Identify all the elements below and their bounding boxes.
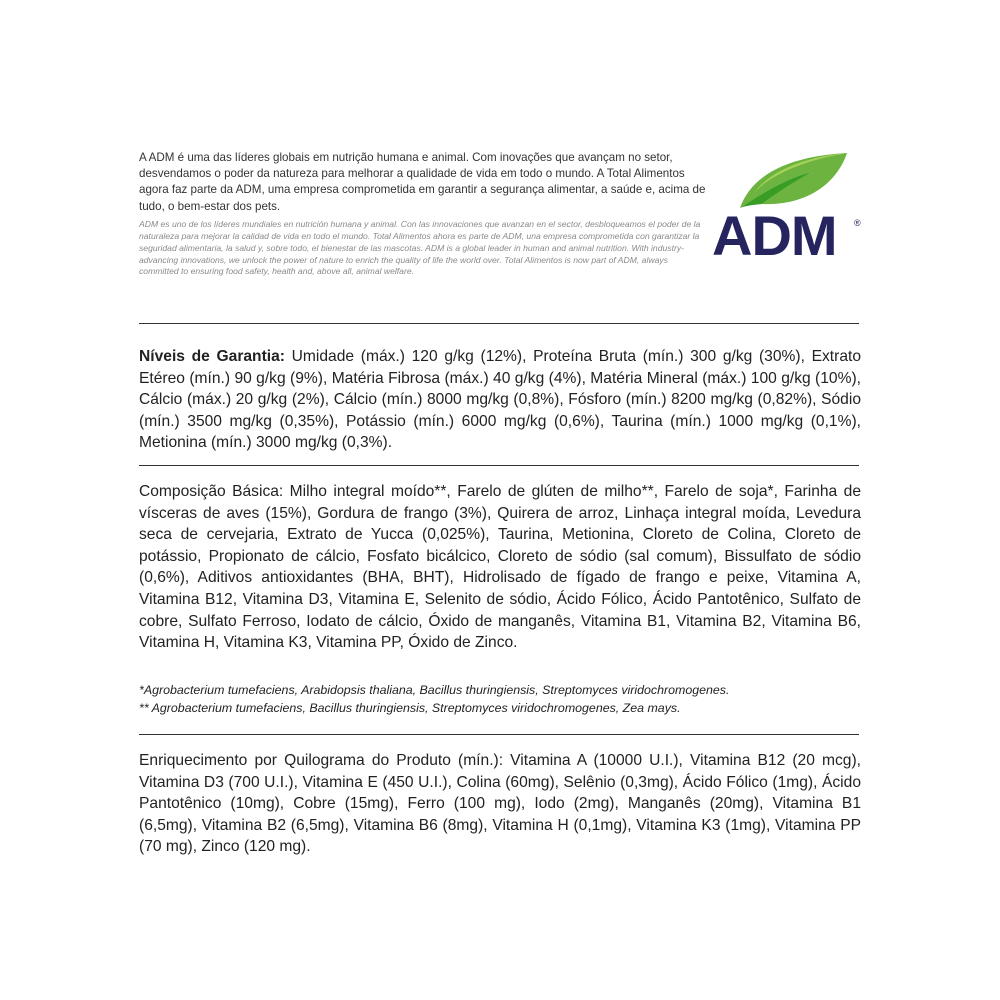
note-single-asterisk: *Agrobacterium tumefaciens, Arabidopsis thaliana, Bacillus thuringiensis, Streptomyces viridochromogenes. bbox=[139, 683, 730, 697]
divider-bottom bbox=[139, 734, 859, 735]
intro-portuguese: A ADM é uma das líderes globais em nutrição humana e animal. Com inovações que avançam no setor, desvendamos o poder da natureza para melhorar a qualidade de vida em todo o mundo. A Total Alimentos agora faz parte da ADM, uma empresa comprometida em garantir a segurança alimentar, a saúde e, acima de tudo, o bem-estar dos pets. bbox=[139, 151, 706, 213]
intro-spanish-english bbox=[139, 219, 709, 279]
intro-section bbox=[139, 150, 709, 278]
note-double-asterisk: ** Agrobacterium tumefaciens, Bacillus thuringiensis, Streptomyces viridochromogenes, Zea mays. bbox=[139, 700, 681, 715]
adm-logo bbox=[712, 148, 862, 268]
intro-english: ADM is a global leader in human and animal nutrition. With industry-advancing innovations, we unlock the power of nature to enrich the quality of life the world over. Total Alimentos is now part of ADM, always committed to ensuring food safety, health and, above all, animal welfare. bbox=[139, 242, 684, 277]
guarantee-text: Umidade (máx.) 120 g/kg (12%), Proteína Bruta (mín.) 300 g/kg (30%), Extrato Etéreo (mín.) 90 g/kg (9%), Matéria Fibrosa (máx.) 40 g/kg (4%), Matéria Mineral (máx.) 100 g/kg (10%), Cálcio (máx.) 20 g/kg (2%), Cálcio (mín.) 8000 mg/kg (0,8%), Fósforo (mín.) 8200 mg/kg (0,82%), Sódio (mín.) 3500 mg/kg (0,35%), Potássio (mín.) 6000 mg/kg (0,6%), Taurina (mín.) 1000 mg/kg (0,1%), Metionina (mín.) 3000 mg/kg (0,3%). bbox=[139, 348, 862, 452]
basic-composition: Composição Básica: Milho integral moído**, Farelo de glúten de milho**, Farelo de soja*, Farinha de vísceras de aves (15%), Gordura de frango (3%), Quirera de arroz, Linhaça integral moída, Levedura seca de cervejaria, Extrato de Yucca (0,025%), Taurina, Metionina, Cloreto de Colina, Cloreto de potássio, Propionato de cálcio, Fosfato bicálcico, Cloreto de sódio (sal comum), Bissulfato de sódio (0,6%), Aditivos antioxidantes (BHA, BHT), Hidrolisado de fígado de frango e peixe, Vitamina A, Vitamina B12, Vitamina D3, Vitamina E, Selenito de sódio, Ácido Fólico, Ácido Pantotênico, Sulfato de cobre, Sulfato Ferroso, Iodato de cálcio, Óxido de manganês, Vitamina B1, Vitamina B2, Vitamina B6, Vitamina H, Vitamina K3, Vitamina PP, Óxido de Zinco. bbox=[139, 483, 861, 652]
guarantee-levels bbox=[139, 346, 861, 454]
logo-text: ADM bbox=[712, 204, 837, 267]
intro-spanish: ADM es uno de los líderes mundiales en nutrición humana y animal. Con las innovaciones que avanzan en el sector, desbloqueamos el poder de la naturaleza para mejorar la calidad de vida en todo el mundo. Total Alimentos ahora es parte de ADM, una empresa comprometida con garantizar la seguridad alimentaria, la salud y, sobre todo, el bienestar de las mascotas. bbox=[139, 218, 701, 253]
composition-notes bbox=[139, 682, 861, 717]
divider-middle bbox=[139, 465, 859, 466]
registered-mark: ® bbox=[854, 218, 861, 228]
divider-top bbox=[139, 323, 859, 324]
product-enrichment: Enriquecimento por Quilograma do Produto (mín.): Vitamina A (10000 U.I.), Vitamina B12 (20 mcg), Vitamina D3 (700 U.I.), Vitamina E (450 U.I.), Colina (60mg), Selênio (0,3mg), Ácido Fólico (1mg), Ácido Pantotênico (10mg), Cobre (15mg), Ferro (100 mg), Iodo (2mg), Manganês (20mg), Vitamina B1 (6,5mg), Vitamina B2 (6,5mg), Vitamina B6 (8mg), Vitamina H (0,1mg), Vitamina K3 (1mg), Vitamina PP (70 mg), Zinco (120 mg). bbox=[139, 752, 861, 856]
guarantee-label: Níveis de Garantia: bbox=[139, 348, 285, 365]
